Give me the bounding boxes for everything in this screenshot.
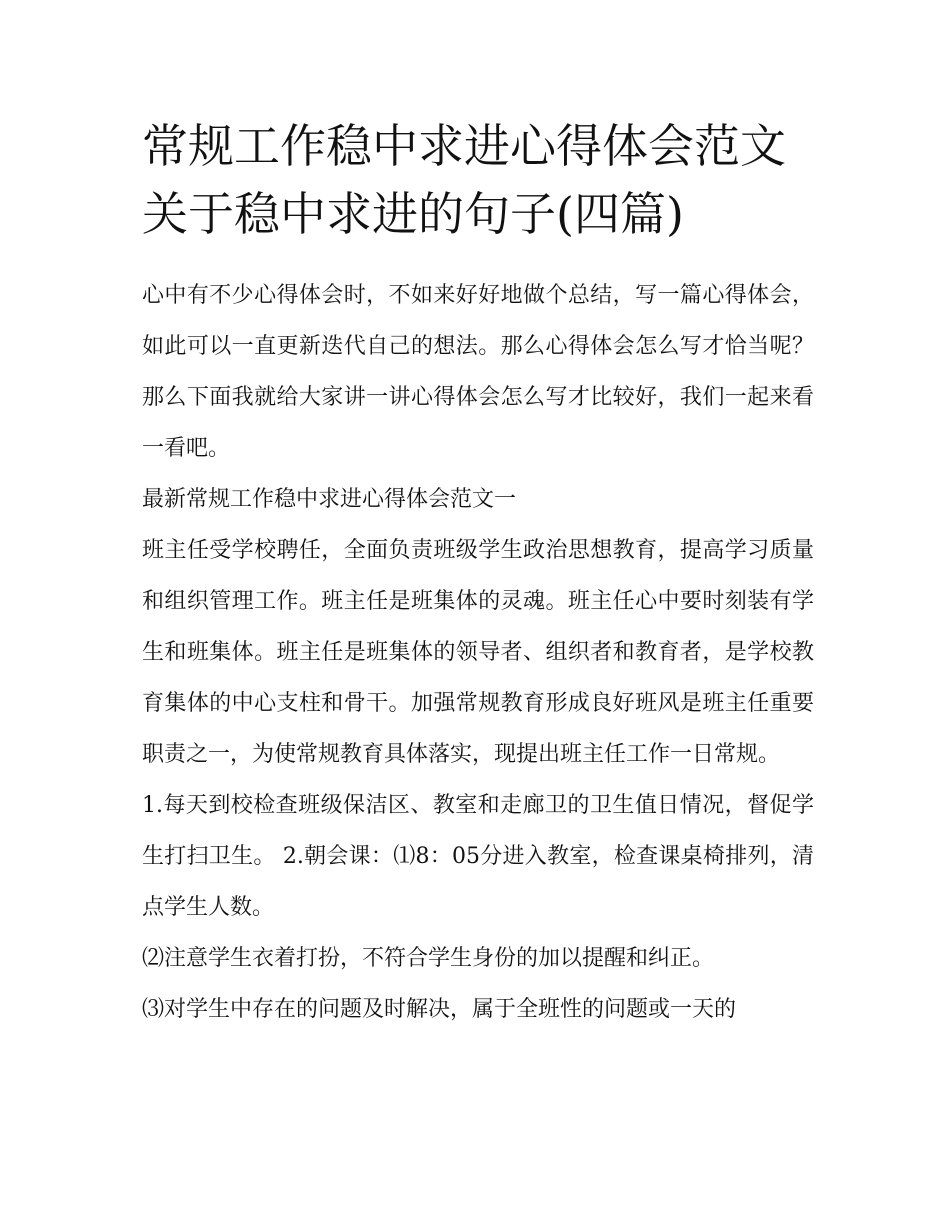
list-item-paragraph: ⑵注意学生衣着打扮，不符合学生身份的加以提醒和纠正。 — [142, 946, 715, 971]
intro-paragraph: 心中有不少心得体会时，不如来好好地做个总结，写一篇心得体会，如此可以一直更新迭代自己的想法。那么心得体会怎么写才恰当呢？那么下面我就给大家讲一讲心得体会怎么写才比较好，我们一起来看一看吧。 — [142, 283, 814, 461]
section-heading: 最新常规工作稳中求进心得体会范文一 — [142, 487, 517, 512]
document-body — [142, 270, 814, 1035]
document-content — [142, 112, 814, 1035]
document-title: 常规工作稳中求进心得体会范文 关于稳中求进的句子(四篇) — [142, 119, 786, 241]
list-item-paragraph: ⑶对学生中存在的问题及时解决，属于全班性的问题或一天的 — [142, 997, 737, 1022]
list-item-paragraph: 1.每天到校检查班级保洁区、教室和走廊卫的卫生值日情况，督促学生打扫卫生。 2.朝会课：⑴8：05分进入教室，检查课桌椅排列，清点学生人数。 — [142, 793, 814, 920]
body-paragraph: 班主任受学校聘任，全面负责班级学生政治思想教育，提高学习质量和组织管理工作。班主任是班集体的灵魂。班主任心中要时刻装有学生和班集体。班主任是班集体的领导者、组织者和教育者，是学校教育集体的中心支柱和骨干。加强常规教育形成良好班风是班主任重要职责之一，为使常规教育具体落实，现提出班主任工作一日常规。 — [142, 538, 814, 767]
